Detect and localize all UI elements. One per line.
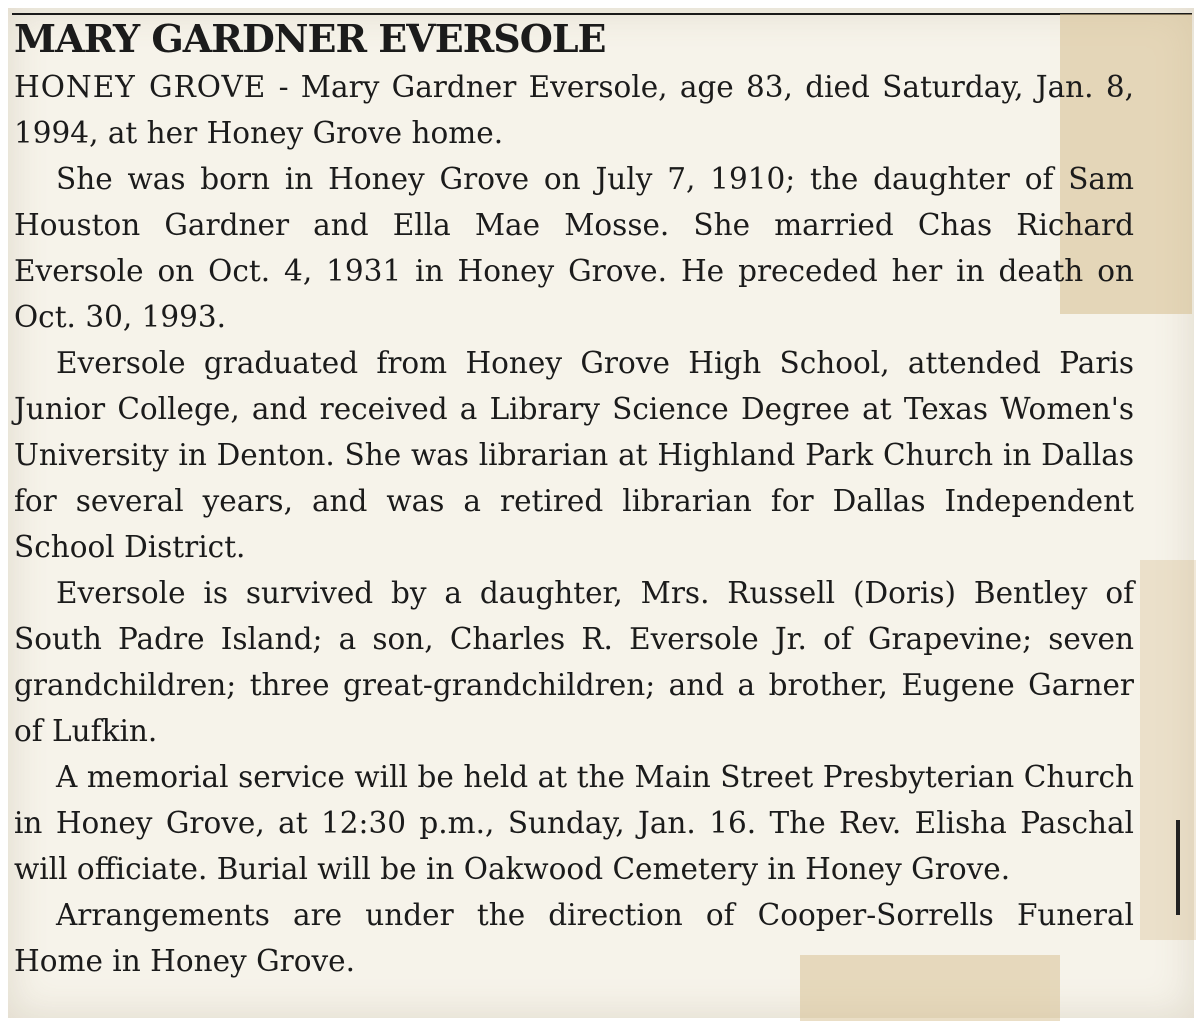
paragraph-4: Eversole is survived by a daughter, Mrs. Russell (Doris) Bentley of South Padre Island; a son, Charles R. Eversole Jr. of Grapevine; seven grandchildren; three great-grandchildren; and a brother, Eugene Garner of Lufkin. bbox=[14, 576, 1134, 748]
paragraph-1-text: - Mary Gardner Eversole, age 83, died Saturday, Jan. 8, 1994, at her Honey Grove home. bbox=[14, 70, 1134, 150]
paragraph-2: She was born in Honey Grove on July 7, 1910; the daughter of Sam Houston Gardner and Ella Mae Mosse. She married Chas Richard Eversole on Oct. 4, 1931 in Honey Grove. He preceded her in death on Oct. 30, 1993. bbox=[14, 162, 1134, 334]
tape-strip-right bbox=[1140, 560, 1196, 940]
headline: MARY GARDNER EVERSOLE bbox=[14, 16, 606, 61]
dateline: HONEY GROVE bbox=[14, 70, 267, 104]
clipping-edge-mark bbox=[1176, 820, 1180, 915]
obituary-article bbox=[14, 14, 1134, 984]
paragraph-5: A memorial service will be held at the Main Street Presbyterian Church in Honey Grove, at 12:30 p.m., Sunday, Jan. 16. The Rev. Elisha Paschal will officiate. Burial will be in Oakwood Cemetery in Honey Grove. bbox=[14, 760, 1134, 886]
paragraph-3: Eversole graduated from Honey Grove High School, attended Paris Junior College, and received a Library Science Degree at Texas Women's University in Denton. She was librarian at Highland Park Church in Dallas for several years, and was a retired librarian for Dallas Independent School District. bbox=[14, 346, 1134, 564]
paragraph-6: Arrangements are under the direction of Cooper-Sorrells Funeral Home in Honey Grove. bbox=[14, 898, 1134, 978]
paragraph-1 bbox=[14, 64, 1134, 156]
